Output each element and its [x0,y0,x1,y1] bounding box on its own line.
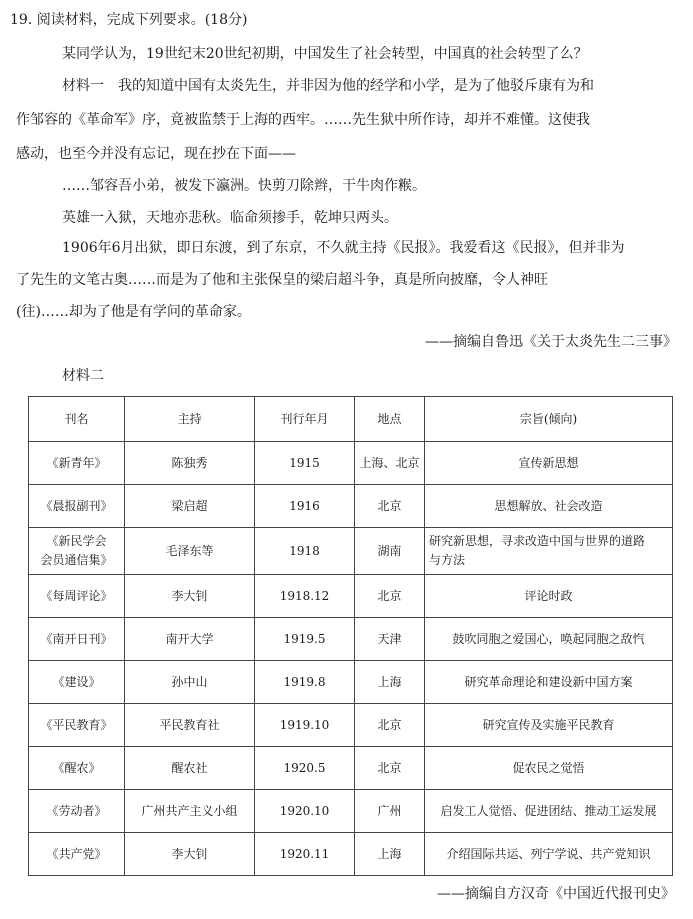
cell-aim: 介绍国际共运、列宁学说、共产党知识 [425,833,673,876]
table-row [29,661,673,704]
cell-name-line: 《新民学会 [46,534,107,548]
cell-host: 李大钊 [125,575,255,618]
cell-host: 李大钊 [125,833,255,876]
poem-line: ……邹容吾小弟，被发下瀛洲。快剪刀除辫，干牛肉作糇。 [62,178,426,194]
table-row [29,485,673,528]
material1-line: 1906年6月出狱，即日东渡，到了东京，不久就主持《民报》。我爱看这《民报》，但并非为 [62,240,625,256]
cell-date: 1918 [255,528,355,575]
cell-host: 孙中山 [125,661,255,704]
cell-date: 1920.5 [255,747,355,790]
cell-host: 平民教育社 [125,704,255,747]
cell-aim: 促农民之觉悟 [425,747,673,790]
table-row [29,790,673,833]
cell-place: 上海 [355,833,425,876]
material1-line: (往)……却为了他是有学问的革命家。 [16,304,251,320]
cell-place: 北京 [355,485,425,528]
table-row [29,442,673,485]
cell-name: 《劳动者》 [29,790,125,833]
cell-aim-line: 与方法 [429,553,466,567]
material1-line: 材料一 我的知道中国有太炎先生，并非因为他的经学和小学，是为了他驳斥康有为和 [62,78,594,94]
cell-name: 《平民教育》 [29,704,125,747]
cell-place: 北京 [355,575,425,618]
cell-name: 《建设》 [29,661,125,704]
cell-aim: 思想解放、社会改造 [425,485,673,528]
cell-host: 醒农社 [125,747,255,790]
column-header: 宗旨(倾向) [425,397,673,442]
cell-name: 《新青年》 [29,442,125,485]
cell-date: 1919.10 [255,704,355,747]
material1-line: 了先生的文笔古奥……而是为了他和主张保皇的梁启超斗争，真是所向披靡，令人神旺 [16,272,548,288]
cell-place: 北京 [355,704,425,747]
material1-source: ——摘编自鲁迅《关于太炎先生二三事》 [425,334,677,350]
table-header-row [29,397,673,442]
column-header: 刊行年月 [255,397,355,442]
table-row [29,833,673,876]
cell-place: 上海 [355,661,425,704]
cell-aim [425,528,673,575]
cell-aim-line: 研究新思想，寻求改造中国与世界的道路 [429,534,646,548]
publications-table [28,396,673,876]
cell-aim: 鼓吹同胞之爱国心，唤起同胞之敌忾 [425,618,673,661]
cell-date: 1920.11 [255,833,355,876]
table-row [29,704,673,747]
cell-aim: 宣传新思想 [425,442,673,485]
cell-date: 1916 [255,485,355,528]
cell-host: 梁启超 [125,485,255,528]
poem-line: 英雄一入狱，天地亦悲秋。临命须掺手，乾坤只两头。 [62,210,398,226]
cell-name: 《晨报副刊》 [29,485,125,528]
cell-name: 《每周评论》 [29,575,125,618]
cell-place: 天津 [355,618,425,661]
material2-source: ——摘编自方汉奇《中国近代报刊史》 [437,886,675,902]
cell-place: 广州 [355,790,425,833]
cell-place: 上海、北京 [355,442,425,485]
cell-date: 1918.12 [255,575,355,618]
cell-name [29,528,125,575]
table-row [29,575,673,618]
table-row [29,618,673,661]
cell-date: 1920.10 [255,790,355,833]
cell-aim: 评论时政 [425,575,673,618]
cell-aim: 启发工人觉悟、促进团结、推动工运发展 [425,790,673,833]
material1-line: 作邹容的《革命军》序，竟被监禁于上海的西牢。……先生狱中所作诗，却并不难懂。这使我 [16,112,590,128]
cell-name: 《醒农》 [29,747,125,790]
cell-name: 《共产党》 [29,833,125,876]
cell-host: 广州共产主义小组 [125,790,255,833]
material1-line: 感动，也至今并没有忘记，现在抄在下面—— [16,146,296,162]
cell-date: 1915 [255,442,355,485]
cell-host: 陈独秀 [125,442,255,485]
cell-date: 1919.5 [255,618,355,661]
cell-date: 1919.8 [255,661,355,704]
material2-label: 材料二 [62,368,104,384]
column-header: 刊名 [29,397,125,442]
cell-place: 北京 [355,747,425,790]
question-title: 19. 阅读材料，完成下列要求。(18分) [10,12,248,28]
table-row [29,747,673,790]
question-intro: 某同学认为，19世纪末20世纪初期，中国发生了社会转型，中国真的社会转型了么？ [62,46,588,62]
table-row [29,528,673,575]
column-header: 主持 [125,397,255,442]
cell-aim: 研究宣传及实施平民教育 [425,704,673,747]
cell-name: 《南开日刊》 [29,618,125,661]
cell-host: 南开大学 [125,618,255,661]
column-header: 地点 [355,397,425,442]
cell-aim: 研究革命理论和建设新中国方案 [425,661,673,704]
cell-place: 湖南 [355,528,425,575]
cell-name-line: 会员通信集》 [40,553,113,567]
cell-host: 毛泽东等 [125,528,255,575]
